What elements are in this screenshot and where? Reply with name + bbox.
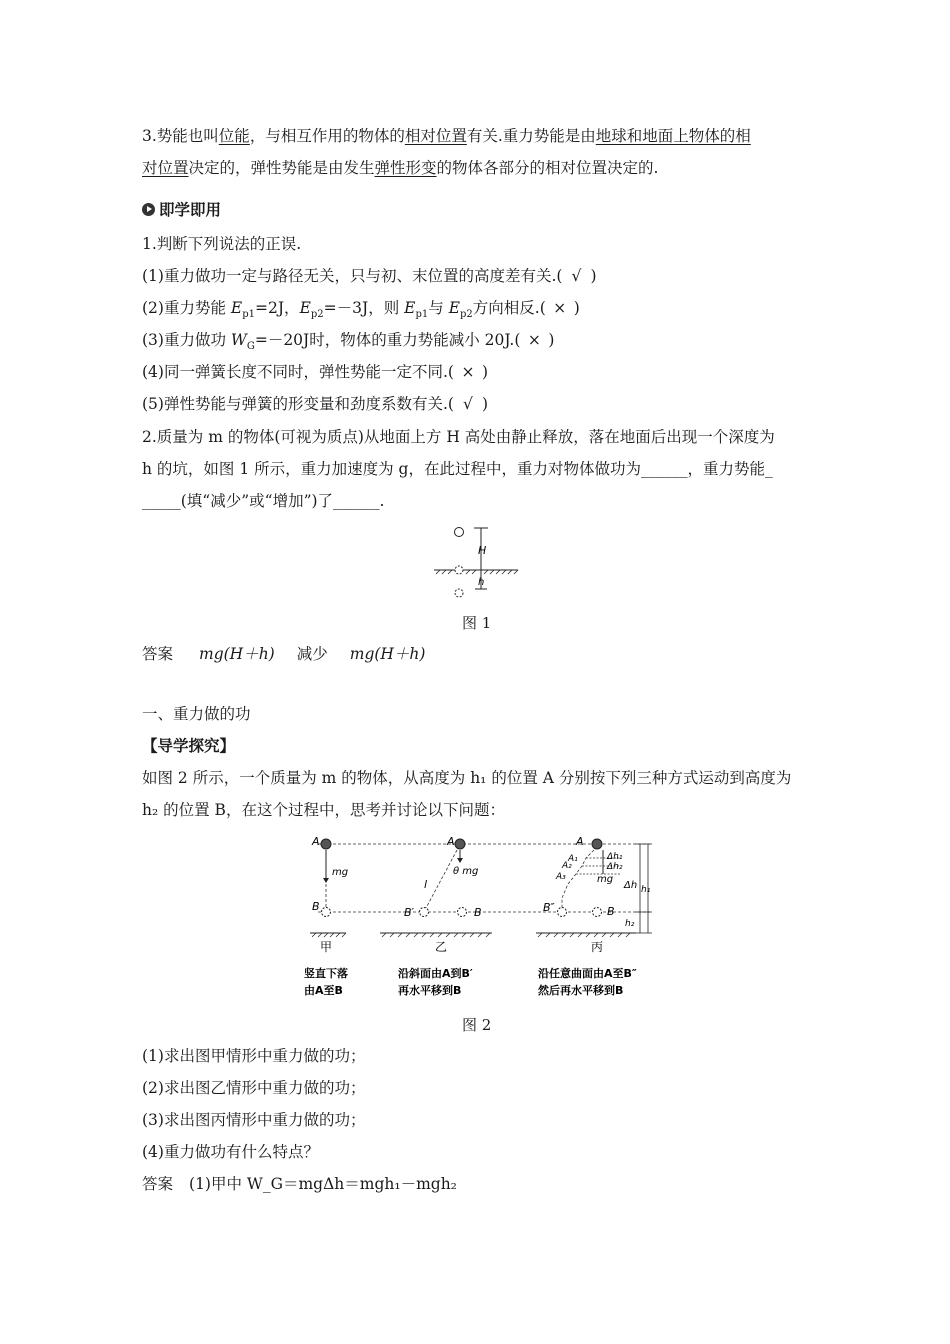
ball-A — [455, 839, 465, 849]
figure-1-caption: 图 1 — [462, 614, 492, 632]
panel-name: 丙 — [591, 940, 604, 954]
text: ) — [573, 299, 580, 317]
question-1: (1)求出图甲情形中重力做的功； — [142, 1047, 366, 1065]
text: 3.势能也叫 — [142, 127, 219, 145]
ball-ground — [455, 566, 463, 574]
label-A3: A₃ — [556, 872, 566, 882]
ball-B — [458, 908, 467, 917]
ball-bottom — [455, 589, 463, 597]
q2-line1: 2.质量为 m 的物体(可视为质点)从地面上方 H 高处由静止释放，落在地面后出现一个深度为 — [142, 428, 775, 446]
figure-2-caption: 图 2 — [462, 1016, 492, 1034]
text: ) — [548, 331, 555, 349]
check-mark: √ — [462, 395, 473, 413]
cross-mark: × — [461, 363, 475, 381]
ball-Bdouble — [558, 908, 567, 917]
subscript: p2 — [310, 309, 324, 321]
text: 的物体各部分的相对位置决定的. — [436, 159, 659, 177]
symbol: E — [404, 299, 416, 317]
text: =－3J，则 — [323, 299, 405, 317]
panel-jia — [304, 835, 348, 997]
desc-2: 再水平移到B — [398, 984, 462, 997]
answer-value: mg(H＋h) — [199, 645, 275, 663]
label-B: B — [474, 906, 482, 919]
desc-1: 竖直下落 — [304, 967, 348, 980]
q1-item-2 — [142, 297, 580, 326]
symbol: E — [299, 299, 311, 317]
text: 决定的，弹性势能是由发生 — [188, 159, 375, 177]
part1-heading: 一、重力做的功 — [142, 705, 251, 723]
text: =－20J时，物体的重力势能减小 20J.( — [254, 331, 521, 349]
q1-title: 1.判断下列说法的正误. — [142, 235, 302, 253]
answer-part1 — [142, 1173, 457, 1195]
text: ) — [481, 395, 488, 413]
subscript: p2 — [460, 309, 473, 321]
panel-name: 甲 — [320, 940, 333, 954]
guide-heading: 【导学探究】 — [142, 737, 236, 755]
question-3: (3)求出图丙情形中重力做的功； — [142, 1111, 366, 1129]
underlined-term: 位能 — [218, 127, 250, 145]
q1-item-5 — [142, 393, 488, 415]
desc-2: 由A至B — [304, 984, 343, 997]
text: 与 — [428, 299, 449, 317]
ball-start — [455, 528, 464, 537]
curved-path — [562, 850, 594, 908]
answer-label: 答案 — [142, 1175, 174, 1193]
answer-value: mg(H＋h) — [349, 645, 426, 663]
text: (4)同一弹簧长度不同时，弹性势能一定不同.( — [142, 363, 454, 381]
label-dh2: Δh₂ — [607, 862, 623, 872]
point3-line2 — [142, 157, 658, 179]
label-A: A — [312, 835, 320, 848]
text: 方向相反.( — [472, 299, 546, 317]
text: ，与相互作用的物体的 — [249, 127, 405, 145]
answer-2 — [142, 643, 425, 665]
symbol: E — [448, 299, 461, 317]
desc-1: 沿斜面由A到B′ — [398, 967, 473, 980]
label-B: B — [607, 905, 615, 918]
text: (2)重力势能 — [142, 299, 231, 317]
check-mark: √ — [571, 267, 582, 285]
label-dh: Δh — [624, 880, 638, 891]
play-circle-icon — [142, 203, 155, 216]
label-theta-mg: θ mg — [453, 866, 479, 877]
q2-line3: _____(填“减少”或“增加”)了______. — [142, 492, 385, 510]
subscript: G — [246, 341, 255, 353]
label-h1: h₁ — [641, 885, 651, 895]
label-h: h — [478, 577, 485, 588]
label-mg: mg — [332, 867, 349, 878]
label-H: H — [478, 544, 487, 557]
answer-label: 答案 — [142, 645, 174, 663]
part1-line1: 如图 2 所示，一个质量为 m 的物体，从高度为 h₁ 的位置 A 分别按下列三种方式运动到高度为 — [142, 769, 792, 787]
text: ) — [481, 363, 488, 381]
panel-bing — [536, 835, 652, 997]
section-heading-text: 即学即用 — [159, 201, 222, 219]
label-A1: A₁ — [568, 854, 578, 864]
question-2: (2)求出图乙情形中重力做的功； — [142, 1079, 366, 1097]
text: (1)重力做功一定与路径无关，只与初、末位置的高度差有关.( — [142, 267, 563, 285]
answer-value: 减少 — [296, 645, 328, 663]
section-heading — [142, 199, 221, 221]
text: (3)重力做功 — [142, 331, 231, 349]
text: 有关.重力势能是由 — [466, 127, 596, 145]
text: =2J， — [254, 299, 300, 317]
cross-mark: × — [527, 331, 541, 349]
text: ) — [590, 267, 597, 285]
subscript: p1 — [242, 309, 255, 321]
q1-item-4 — [142, 361, 488, 383]
label-Bdouble: B″ — [543, 901, 555, 914]
ground-hatch — [436, 570, 518, 574]
label-A: A — [576, 835, 584, 848]
q1-item-1 — [142, 265, 597, 287]
incline — [426, 850, 457, 908]
desc-2: 然后再水平移到B — [538, 984, 624, 997]
subscript: p1 — [415, 309, 429, 321]
label-mg: mg — [597, 874, 614, 885]
arrow-head — [323, 878, 329, 883]
label-Bprime: B′ — [404, 906, 415, 919]
desc-1: 沿任意曲面由A至B″ — [538, 967, 637, 980]
underlined-term: 相对位置 — [404, 127, 467, 145]
ball-A — [321, 839, 331, 849]
text: (5)弹性势能与弹簧的形变量和劲度系数有关.( — [142, 395, 454, 413]
figure-2 — [300, 828, 662, 1008]
symbol: W — [230, 331, 247, 349]
label-dh1: Δh₁ — [607, 852, 623, 862]
label-A2: A₂ — [562, 861, 572, 871]
label-l: l — [424, 878, 428, 891]
underlined-term: 对位置 — [142, 159, 189, 177]
ball-Bprime — [420, 908, 429, 917]
arrow-head — [457, 858, 463, 863]
ball-B — [322, 908, 331, 917]
cross-mark: × — [553, 299, 567, 317]
label-B: B — [312, 900, 320, 913]
answer-text: (1)甲中 W_G＝mgΔh＝mgh₁－mgh₂ — [189, 1175, 457, 1193]
symbol: E — [230, 299, 243, 317]
label-h2: h₂ — [625, 919, 635, 929]
point3-line1 — [142, 125, 751, 147]
panel-name: 乙 — [435, 940, 448, 954]
question-4: (4)重力做功有什么特点？ — [142, 1143, 319, 1161]
ball-B — [593, 908, 602, 917]
label-A: A — [447, 835, 455, 848]
underlined-term: 弹性形变 — [374, 159, 437, 177]
q2-line2: h 的坑，如图 1 所示，重力加速度为 g，在此过程中，重力对物体做功为______，重力势能_ — [142, 460, 773, 478]
ball-A — [592, 839, 602, 849]
panel-yi — [380, 835, 492, 997]
q1-item-3 — [142, 329, 554, 358]
part1-line2: h₂ 的位置 B，在这个过程中，思考并讨论以下问题： — [142, 801, 505, 819]
figure-1 — [428, 522, 522, 604]
underlined-term: 地球和地面上物体的相 — [595, 127, 751, 145]
